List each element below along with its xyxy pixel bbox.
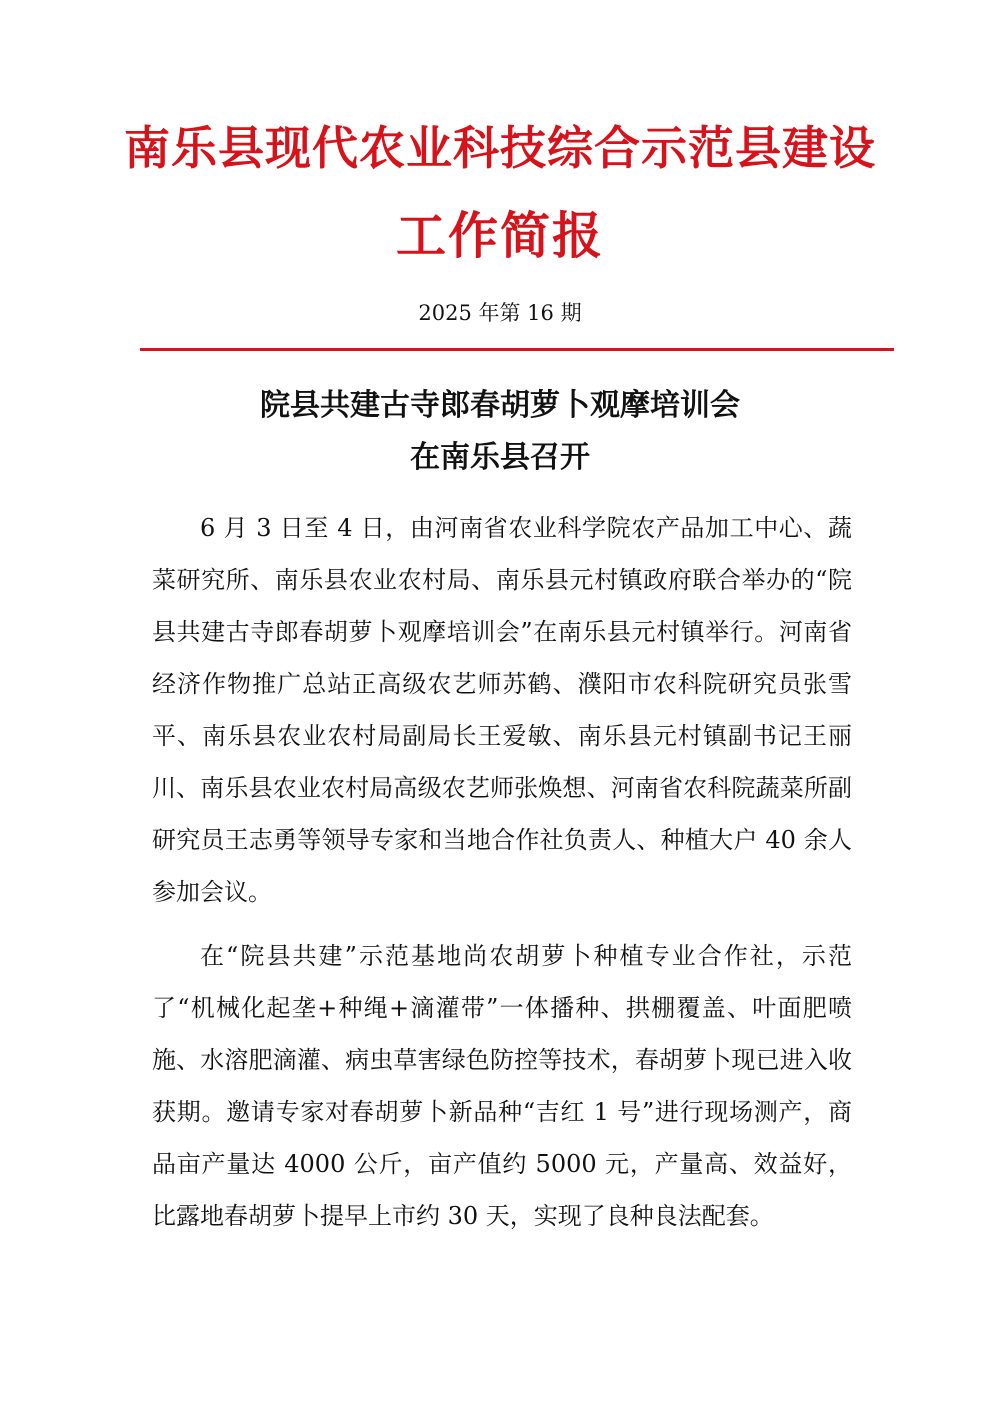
- article-headline-line1: 院县共建古寺郎春胡萝卜观摩培训会: [260, 388, 740, 423]
- masthead-title-line1: 南乐县现代农业科技综合示范县建设: [124, 121, 876, 175]
- red-divider: [140, 348, 894, 351]
- masthead-title-line2: 工作简报: [396, 206, 604, 265]
- issue-number: 2025 年第 16 期: [418, 301, 582, 325]
- article-paragraph: 在“院县共建”示范基地尚农胡萝卜种植专业合作社，示范了“机械化起垄+种绳+滴灌带”一体播种、拱棚覆盖、叶面肥喷施、水溶肥滴灌、病虫草害绿色防控等技术，春胡萝卜现已进入收获期。邀请专家对春胡萝卜新品种“吉红 1 号”进行现场测产，商品亩产量达 4000 公斤，亩产值约 5000 元，产量高、效益好，比露地春胡萝卜提早上市约 30 天，实现了良种良法配套。: [152, 942, 852, 1230]
- article-body: [152, 502, 852, 1242]
- article-headline-line2: 在南乐县召开: [410, 440, 590, 475]
- article-paragraph: 6 月 3 日至 4 日，由河南省农业科学院农产品加工中心、蔬菜研究所、南乐县农业农村局、南乐县元村镇政府联合举办的“院县共建古寺郎春胡萝卜观摩培训会”在南乐县元村镇举行。河南省经济作物推广总站正高级农艺师苏鹤、濮阳市农科院研究员张雪平、南乐县农业农村局副局长王爱敏、南乐县元村镇副书记王丽川、南乐县农业农村局高级农艺师张焕想、河南省农科院蔬菜所副研究员王志勇等领导专家和当地合作社负责人、种植大户 40 余人参加会议。: [152, 514, 852, 906]
